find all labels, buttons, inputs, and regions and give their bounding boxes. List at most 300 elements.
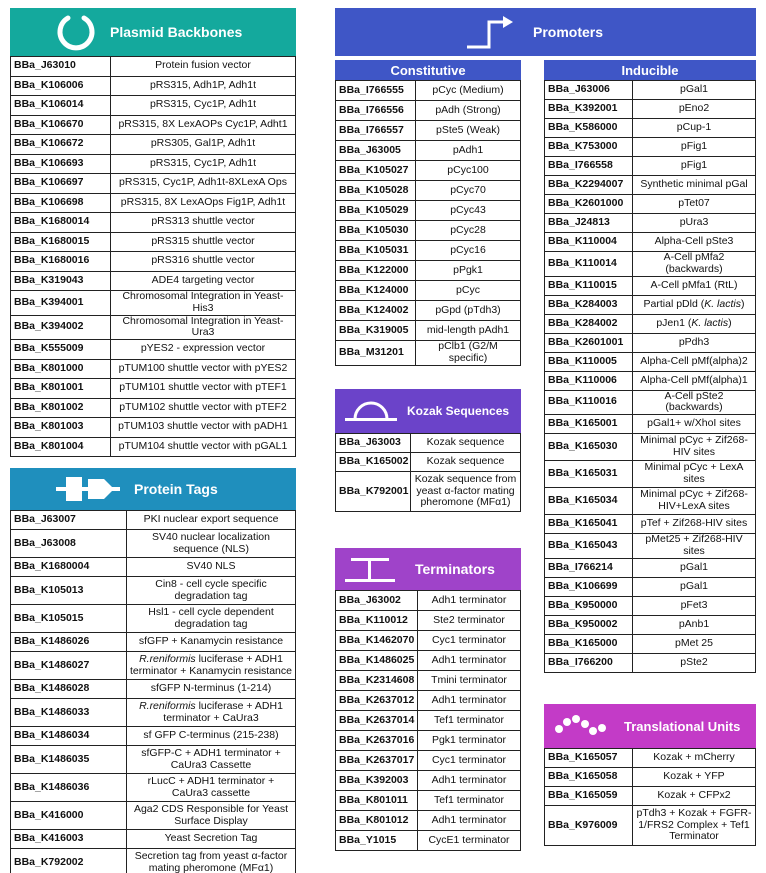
part-description: pTUM104 shuttle vector with pGAL1 bbox=[111, 437, 296, 457]
part-description: pRS313 shuttle vector bbox=[111, 213, 296, 233]
part-id: BBa_K110016 bbox=[545, 390, 633, 415]
table-row bbox=[11, 605, 296, 633]
part-id: BBa_K1462070 bbox=[336, 631, 418, 651]
part-description: pGal1 bbox=[633, 81, 756, 100]
kozak-section bbox=[335, 389, 521, 512]
part-description: R.reniformis luciferase + ADH1 terminator + CaUra3 bbox=[127, 699, 296, 727]
table-row bbox=[336, 161, 521, 181]
part-id: BBa_K392001 bbox=[545, 100, 633, 119]
table-row bbox=[11, 271, 296, 291]
table-row bbox=[545, 577, 756, 596]
part-description: pTet07 bbox=[633, 195, 756, 214]
terminator-t-icon bbox=[345, 554, 395, 584]
part-description: pTUM103 shuttle vector with pADH1 bbox=[111, 418, 296, 438]
translational-units-title: Translational Units bbox=[624, 718, 741, 734]
part-id: BBa_K2601001 bbox=[545, 333, 633, 352]
part-id: BBa_K2294007 bbox=[545, 176, 633, 195]
part-id: BBa_K1486035 bbox=[11, 746, 127, 774]
part-id: BBa_K165030 bbox=[545, 434, 633, 461]
part-description: pCup-1 bbox=[633, 119, 756, 138]
part-id: BBa_K2637012 bbox=[336, 691, 418, 711]
table-row bbox=[11, 774, 296, 802]
part-description: Adh1 terminator bbox=[418, 691, 521, 711]
table-row bbox=[336, 751, 521, 771]
part-description: pSte5 (Weak) bbox=[416, 121, 521, 141]
table-row bbox=[11, 252, 296, 272]
part-description: pRS315, Adh1P, Adh1t bbox=[111, 76, 296, 96]
table-row bbox=[336, 321, 521, 341]
table-row bbox=[11, 232, 296, 252]
part-id: BBa_K416000 bbox=[11, 802, 127, 830]
part-description: pYES2 - expression vector bbox=[111, 340, 296, 360]
part-id: BBa_K106698 bbox=[11, 193, 111, 213]
part-description: pRS315, 8X LexAOps Fig1P, Adh1t bbox=[111, 193, 296, 213]
part-id: BBa_J63003 bbox=[336, 434, 411, 453]
table-row bbox=[545, 276, 756, 295]
part-id: BBa_K110014 bbox=[545, 252, 633, 277]
part-id: BBa_K801012 bbox=[336, 811, 418, 831]
part-id: BBa_K801004 bbox=[11, 437, 111, 457]
table-row bbox=[545, 596, 756, 615]
part-description: pRS315, Cyc1P, Adh1t bbox=[111, 154, 296, 174]
table-row bbox=[545, 515, 756, 534]
part-id: BBa_K1680015 bbox=[11, 232, 111, 252]
part-id: BBa_K801003 bbox=[11, 418, 111, 438]
part-id: BBa_K801002 bbox=[11, 398, 111, 418]
part-description: R.reniformis luciferase + ADH1 terminator + Kanamycin resistance bbox=[127, 652, 296, 680]
part-description: Tef1 terminator bbox=[418, 711, 521, 731]
table-row bbox=[11, 379, 296, 399]
table-row bbox=[336, 831, 521, 851]
part-id: BBa_I766556 bbox=[336, 101, 416, 121]
part-description: pGal1 bbox=[633, 558, 756, 577]
part-id: BBa_J63005 bbox=[336, 141, 416, 161]
table-row bbox=[336, 611, 521, 631]
table-row bbox=[336, 341, 521, 366]
table-row bbox=[545, 390, 756, 415]
table-row bbox=[11, 193, 296, 213]
table-row bbox=[545, 157, 756, 176]
table-row bbox=[11, 135, 296, 155]
table-row bbox=[545, 415, 756, 434]
table-row bbox=[11, 849, 296, 873]
table-row bbox=[545, 295, 756, 314]
part-id: BBa_K284003 bbox=[545, 295, 633, 314]
table-row bbox=[336, 281, 521, 301]
table-row bbox=[11, 699, 296, 727]
translational-beads-icon bbox=[554, 713, 610, 739]
part-id: BBa_K165001 bbox=[545, 415, 633, 434]
part-description: pMet25 + Zif268-HIV sites bbox=[633, 534, 756, 559]
terminators-title: Terminators bbox=[415, 561, 495, 577]
part-id: BBa_J63006 bbox=[545, 81, 633, 100]
table-row bbox=[336, 671, 521, 691]
part-description: A-Cell pMfa1 (RtL) bbox=[633, 276, 756, 295]
part-description: SV40 NLS bbox=[127, 558, 296, 577]
table-row bbox=[545, 558, 756, 577]
part-id: BBa_K106697 bbox=[11, 174, 111, 194]
part-description: Cyc1 terminator bbox=[418, 751, 521, 771]
promoter-arrow-icon bbox=[465, 14, 517, 50]
part-id: BBa_K2637014 bbox=[336, 711, 418, 731]
part-description: pRS315, 8X LexAOPs Cyc1P, Adht1 bbox=[111, 115, 296, 135]
part-description: Kozak + CFPx2 bbox=[633, 787, 756, 806]
part-id: BBa_K105031 bbox=[336, 241, 416, 261]
table-row bbox=[545, 176, 756, 195]
part-description: Kozak + YFP bbox=[633, 768, 756, 787]
kozak-dome-icon bbox=[345, 397, 397, 425]
part-id: BBa_K976009 bbox=[545, 806, 633, 846]
table-row bbox=[11, 213, 296, 233]
translational-units-section bbox=[544, 704, 756, 846]
part-description: Kozak + mCherry bbox=[633, 749, 756, 768]
terminators-section bbox=[335, 548, 521, 851]
table-row bbox=[545, 634, 756, 653]
part-id: BBa_K106670 bbox=[11, 115, 111, 135]
part-description: pCyc43 bbox=[416, 201, 521, 221]
part-description: pRS315, Cyc1P, Adh1t-8XLexA Ops bbox=[111, 174, 296, 194]
part-id: BBa_M31201 bbox=[336, 341, 416, 366]
part-description: Cin8 - cell cycle specific degradation tag bbox=[127, 577, 296, 605]
table-row bbox=[336, 631, 521, 651]
table-row bbox=[336, 434, 521, 453]
part-description: pGpd (pTdh3) bbox=[416, 301, 521, 321]
part-description: pClb1 (G2/M specific) bbox=[416, 341, 521, 366]
table-row bbox=[545, 314, 756, 333]
part-id: BBa_K792001 bbox=[336, 472, 411, 512]
part-description: Adh1 terminator bbox=[418, 651, 521, 671]
part-description: Alpha-Cell pMf(alpha)2 bbox=[633, 352, 756, 371]
table-row bbox=[11, 154, 296, 174]
table-row bbox=[11, 830, 296, 849]
part-description: Minimal pCyc + Zif268-HIV sites bbox=[633, 434, 756, 461]
part-id: BBa_K105027 bbox=[336, 161, 416, 181]
part-description: CycE1 terminator bbox=[418, 831, 521, 851]
part-id: BBa_K110005 bbox=[545, 352, 633, 371]
part-description: pCyc70 bbox=[416, 181, 521, 201]
table-row bbox=[11, 174, 296, 194]
part-id: BBa_K105013 bbox=[11, 577, 127, 605]
table-row bbox=[11, 115, 296, 135]
inducible-section bbox=[544, 60, 756, 673]
part-description: pPgk1 bbox=[416, 261, 521, 281]
table-row bbox=[11, 530, 296, 558]
part-id: BBa_K2314608 bbox=[336, 671, 418, 691]
table-row bbox=[11, 398, 296, 418]
part-description: Partial pDld (K. lactis) bbox=[633, 295, 756, 314]
table-row bbox=[545, 81, 756, 100]
part-id: BBa_K165000 bbox=[545, 634, 633, 653]
part-description: pTef + Zif268-HIV sites bbox=[633, 515, 756, 534]
part-description: Tmini terminator bbox=[418, 671, 521, 691]
translational-units-header bbox=[544, 704, 756, 748]
part-id: BBa_K1680014 bbox=[11, 213, 111, 233]
kozak-header bbox=[335, 389, 521, 433]
table-row bbox=[11, 359, 296, 379]
plasmid-backbones-section bbox=[10, 8, 296, 457]
protein-tags-title: Protein Tags bbox=[134, 481, 218, 497]
part-id: BBa_K284002 bbox=[545, 314, 633, 333]
part-id: BBa_K165043 bbox=[545, 534, 633, 559]
part-description: pRS315, Cyc1P, Adh1t bbox=[111, 96, 296, 116]
table-row bbox=[336, 301, 521, 321]
part-id: BBa_K106699 bbox=[545, 577, 633, 596]
part-id: BBa_K555009 bbox=[11, 340, 111, 360]
part-description: Kozak sequence from yeast α-factor mating pheromone (MFα1) bbox=[411, 472, 521, 512]
part-id: BBa_K416003 bbox=[11, 830, 127, 849]
table-row bbox=[545, 615, 756, 634]
part-id: BBa_K950002 bbox=[545, 615, 633, 634]
part-description: Alpha-Cell pMf(alpha)1 bbox=[633, 371, 756, 390]
inducible-table bbox=[544, 80, 756, 673]
part-id: BBa_J63002 bbox=[336, 591, 418, 611]
table-row bbox=[545, 371, 756, 390]
part-description: PKI nuclear export sequence bbox=[127, 511, 296, 530]
table-row bbox=[11, 652, 296, 680]
part-description: pCyc (Medium) bbox=[416, 81, 521, 101]
part-description: pCyc16 bbox=[416, 241, 521, 261]
table-row bbox=[11, 437, 296, 457]
part-id: BBa_K124000 bbox=[336, 281, 416, 301]
table-row bbox=[336, 121, 521, 141]
part-id: BBa_K106014 bbox=[11, 96, 111, 116]
part-description: A-Cell pSte2 (backwards) bbox=[633, 390, 756, 415]
table-row bbox=[11, 680, 296, 699]
part-description: mid-length pAdh1 bbox=[416, 321, 521, 341]
protein-tags-header bbox=[10, 468, 296, 510]
table-row bbox=[11, 577, 296, 605]
table-row bbox=[545, 352, 756, 371]
table-row bbox=[11, 291, 296, 316]
table-row bbox=[11, 57, 296, 77]
part-description: SV40 nuclear localization sequence (NLS) bbox=[127, 530, 296, 558]
plasmid-ring-icon bbox=[56, 12, 96, 52]
part-description: pUra3 bbox=[633, 214, 756, 233]
table-row bbox=[336, 241, 521, 261]
part-description: pGal1+ w/XhoI sites bbox=[633, 415, 756, 434]
part-description: Alpha-Cell pSte3 bbox=[633, 233, 756, 252]
part-id: BBa_K105015 bbox=[11, 605, 127, 633]
part-description: Tef1 terminator bbox=[418, 791, 521, 811]
part-description: pCyc100 bbox=[416, 161, 521, 181]
protein-tags-section bbox=[10, 468, 296, 873]
part-id: BBa_K792002 bbox=[11, 849, 127, 873]
table-row bbox=[336, 811, 521, 831]
part-description: sf GFP C-terminus (215-238) bbox=[127, 727, 296, 746]
translational-units-table bbox=[544, 748, 756, 846]
constitutive-label: Constitutive bbox=[335, 60, 521, 80]
table-row bbox=[336, 181, 521, 201]
table-row bbox=[336, 711, 521, 731]
table-row bbox=[336, 141, 521, 161]
table-row bbox=[11, 315, 296, 340]
table-row bbox=[336, 453, 521, 472]
table-row bbox=[545, 787, 756, 806]
part-description: rLucC + ADH1 terminator + CaUra3 cassette bbox=[127, 774, 296, 802]
table-row bbox=[11, 340, 296, 360]
part-id: BBa_K394002 bbox=[11, 315, 111, 340]
part-description: pRS315 shuttle vector bbox=[111, 232, 296, 252]
part-id: BBa_K801000 bbox=[11, 359, 111, 379]
promoters-header bbox=[335, 8, 756, 56]
part-id: BBa_K165058 bbox=[545, 768, 633, 787]
part-id: BBa_J63010 bbox=[11, 57, 111, 77]
part-description: pAdh1 bbox=[416, 141, 521, 161]
part-description: pFig1 bbox=[633, 138, 756, 157]
part-description: Ste2 terminator bbox=[418, 611, 521, 631]
table-row bbox=[545, 534, 756, 559]
part-id: BBa_K110006 bbox=[545, 371, 633, 390]
part-description: Protein fusion vector bbox=[111, 57, 296, 77]
part-description: pCyc28 bbox=[416, 221, 521, 241]
protein-tags-table bbox=[10, 510, 296, 873]
table-row bbox=[545, 119, 756, 138]
part-id: BBa_K165034 bbox=[545, 488, 633, 515]
part-description: Adh1 terminator bbox=[418, 771, 521, 791]
part-id: BBa_K110015 bbox=[545, 276, 633, 295]
part-id: BBa_K122000 bbox=[336, 261, 416, 281]
part-id: BBa_K106672 bbox=[11, 135, 111, 155]
table-row bbox=[545, 768, 756, 787]
part-id: BBa_K801001 bbox=[11, 379, 111, 399]
part-id: BBa_I766555 bbox=[336, 81, 416, 101]
part-id: BBa_K2637017 bbox=[336, 751, 418, 771]
table-row bbox=[11, 802, 296, 830]
constitutive-table bbox=[335, 80, 521, 366]
part-description: Adh1 terminator bbox=[418, 591, 521, 611]
part-description: pTUM100 shuttle vector with pYES2 bbox=[111, 359, 296, 379]
part-description: Minimal pCyc + Zif268-HIV+LexA sites bbox=[633, 488, 756, 515]
part-description: sfGFP N-terminus (1-214) bbox=[127, 680, 296, 699]
part-id: BBa_K1486034 bbox=[11, 727, 127, 746]
part-id: BBa_K105028 bbox=[336, 181, 416, 201]
kozak-table bbox=[335, 433, 521, 512]
protein-tag-icon bbox=[56, 475, 120, 503]
part-description: Aga2 CDS Responsible for Yeast Surface Display bbox=[127, 802, 296, 830]
part-description: pMet 25 bbox=[633, 634, 756, 653]
part-id: BBa_K394001 bbox=[11, 291, 111, 316]
table-row bbox=[545, 806, 756, 846]
table-row bbox=[11, 746, 296, 774]
part-id: BBa_J63008 bbox=[11, 530, 127, 558]
table-row bbox=[336, 771, 521, 791]
part-id: BBa_I766214 bbox=[545, 558, 633, 577]
part-description: Pgk1 terminator bbox=[418, 731, 521, 751]
part-id: BBa_J63007 bbox=[11, 511, 127, 530]
part-id: BBa_K165057 bbox=[545, 749, 633, 768]
table-row bbox=[336, 472, 521, 512]
part-id: BBa_K319043 bbox=[11, 271, 111, 291]
part-description: pTUM102 shuttle vector with pTEF2 bbox=[111, 398, 296, 418]
table-row bbox=[545, 488, 756, 515]
part-id: BBa_K165059 bbox=[545, 787, 633, 806]
part-id: BBa_K124002 bbox=[336, 301, 416, 321]
part-id: BBa_K950000 bbox=[545, 596, 633, 615]
part-id: BBa_K801011 bbox=[336, 791, 418, 811]
part-description: pSte2 bbox=[633, 653, 756, 672]
part-description: Kozak sequence bbox=[411, 453, 521, 472]
part-id: BBa_K1486033 bbox=[11, 699, 127, 727]
part-id: BBa_I766200 bbox=[545, 653, 633, 672]
part-id: BBa_K105029 bbox=[336, 201, 416, 221]
part-description: pTdh3 + Kozak + FGFR-1/FRS2 Complex + Tef1 Terminator bbox=[633, 806, 756, 846]
part-id: BBa_K2601000 bbox=[545, 195, 633, 214]
table-row bbox=[545, 434, 756, 461]
part-description: pFet3 bbox=[633, 596, 756, 615]
part-description: sfGFP-C + ADH1 terminator + CaUra3 Cassette bbox=[127, 746, 296, 774]
plasmid-backbones-title: Plasmid Backbones bbox=[110, 24, 243, 40]
part-id: BBa_K165041 bbox=[545, 515, 633, 534]
part-description: pJen1 (K. lactis) bbox=[633, 314, 756, 333]
part-description: Minimal pCyc + LexA sites bbox=[633, 461, 756, 488]
table-row bbox=[545, 252, 756, 277]
part-id: BBa_K319005 bbox=[336, 321, 416, 341]
table-row bbox=[545, 333, 756, 352]
part-id: BBa_K165031 bbox=[545, 461, 633, 488]
table-row bbox=[336, 81, 521, 101]
promoters-title: Promoters bbox=[533, 24, 604, 40]
part-description: Yeast Secretion Tag bbox=[127, 830, 296, 849]
part-description: Synthetic minimal pGal bbox=[633, 176, 756, 195]
part-description: Chromosomal Integration in Yeast-Ura3 bbox=[111, 315, 296, 340]
part-id: BBa_K106006 bbox=[11, 76, 111, 96]
part-description: pEno2 bbox=[633, 100, 756, 119]
part-description: pRS305, Gal1P, Adh1t bbox=[111, 135, 296, 155]
part-description: ADE4 targeting vector bbox=[111, 271, 296, 291]
part-description: pFig1 bbox=[633, 157, 756, 176]
table-row bbox=[11, 633, 296, 652]
part-id: BBa_K1486027 bbox=[11, 652, 127, 680]
table-row bbox=[336, 591, 521, 611]
table-row bbox=[336, 691, 521, 711]
part-description: pGal1 bbox=[633, 577, 756, 596]
part-description: pRS316 shuttle vector bbox=[111, 252, 296, 272]
part-id: BBa_K392003 bbox=[336, 771, 418, 791]
part-id: BBa_K110004 bbox=[545, 233, 633, 252]
plasmid-backbones-table bbox=[10, 56, 296, 457]
part-id: BBa_K110012 bbox=[336, 611, 418, 631]
part-description: pAdh (Strong) bbox=[416, 101, 521, 121]
part-description: sfGFP + Kanamycin resistance bbox=[127, 633, 296, 652]
part-description: pAnb1 bbox=[633, 615, 756, 634]
terminators-header bbox=[335, 548, 521, 590]
part-id: BBa_J24813 bbox=[545, 214, 633, 233]
table-row bbox=[336, 651, 521, 671]
part-description: pCyc bbox=[416, 281, 521, 301]
table-row bbox=[545, 138, 756, 157]
part-id: BBa_K586000 bbox=[545, 119, 633, 138]
kozak-title: Kozak Sequences bbox=[407, 404, 510, 418]
part-id: BBa_K105030 bbox=[336, 221, 416, 241]
part-id: BBa_K1486026 bbox=[11, 633, 127, 652]
table-row bbox=[11, 96, 296, 116]
table-row bbox=[336, 221, 521, 241]
table-row bbox=[336, 201, 521, 221]
table-row bbox=[336, 731, 521, 751]
part-id: BBa_Y1015 bbox=[336, 831, 418, 851]
part-description: A-Cell pMfa2 (backwards) bbox=[633, 252, 756, 277]
part-id: BBa_K2637016 bbox=[336, 731, 418, 751]
table-row bbox=[336, 101, 521, 121]
table-row bbox=[11, 727, 296, 746]
table-row bbox=[545, 461, 756, 488]
part-description: pPdh3 bbox=[633, 333, 756, 352]
table-row bbox=[11, 76, 296, 96]
part-description: pTUM101 shuttle vector with pTEF1 bbox=[111, 379, 296, 399]
part-id: BBa_K106693 bbox=[11, 154, 111, 174]
table-row bbox=[11, 418, 296, 438]
part-id: BBa_K1680004 bbox=[11, 558, 127, 577]
